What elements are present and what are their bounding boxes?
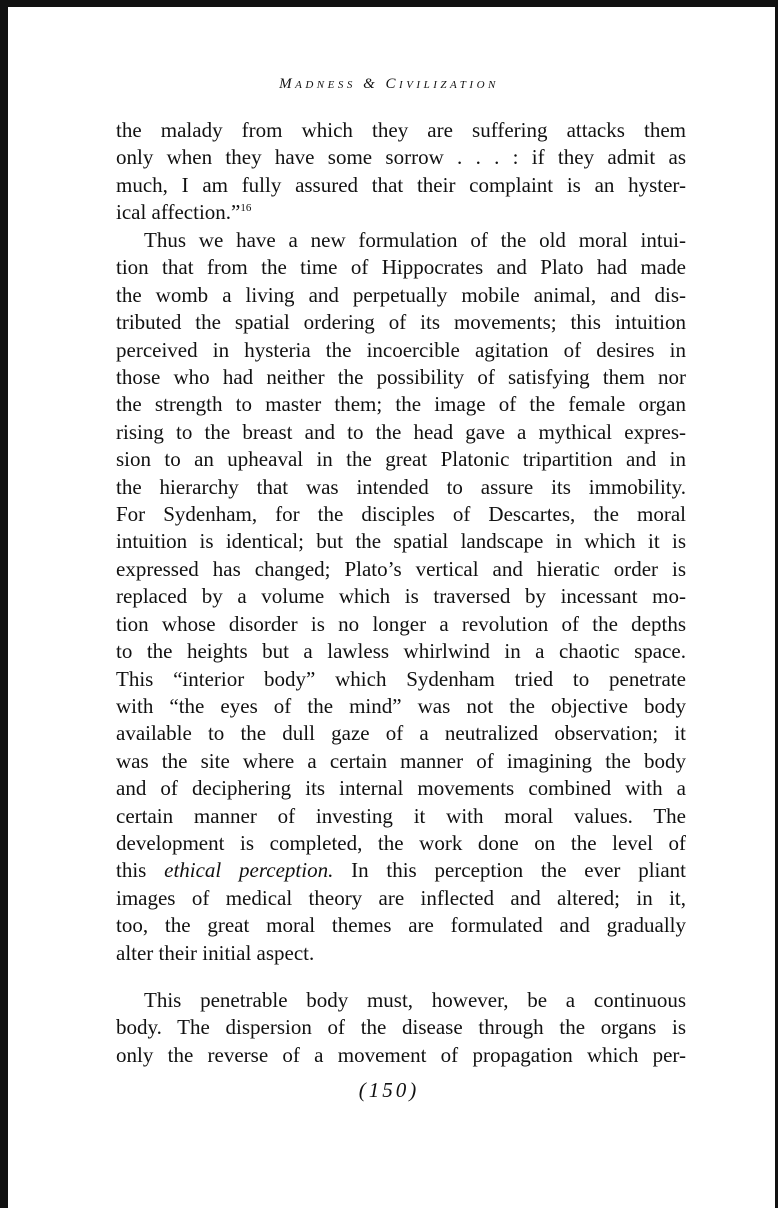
text-line: sion to an upheaval in the great Platonic tripartition and in <box>116 447 686 472</box>
page-number: (150) <box>358 1078 420 1102</box>
page-border-top <box>0 0 778 7</box>
text-line: rising to the breast and to the head gave a mythical expres- <box>116 419 686 444</box>
text-fragment: this <box>116 858 165 883</box>
paragraph-continued <box>116 117 686 227</box>
text-line: the malady from which they are suffering attacks them <box>116 118 686 142</box>
text-line: expressed has changed; Plato’s vertical and hieratic order is <box>116 556 686 581</box>
text-line: tributed the spatial ordering of its movements; this intuition <box>116 310 686 335</box>
text-line: too, the great moral themes are formulated and gradually <box>116 913 686 938</box>
text-line: alter their initial aspect. <box>116 940 315 965</box>
text-line: to the heights but a lawless whirlwind in a chaotic space. <box>116 639 686 664</box>
text-line: the strength to master them; the image of the female organ <box>116 392 686 417</box>
text-line: For Sydenham, for the disciples of Descartes, the moral <box>116 502 686 527</box>
text-line: This penetrable body must, however, be a continuous <box>144 988 686 1012</box>
emphasized-term: ethical perception. <box>164 858 334 883</box>
text-line <box>116 199 686 226</box>
text-line: development is completed, the work done on the level of <box>116 830 686 855</box>
text-line: tion that from the time of Hippocrates and Plato had made <box>116 255 686 280</box>
text-line: the hierarchy that was intended to assure its immobility. <box>116 474 686 499</box>
text-line: certain manner of investing it with moral values. The <box>116 803 686 828</box>
text-line: only the reverse of a movement of propagation which per- <box>116 1042 686 1067</box>
text-line: much, I am fully assured that their complaint is an hyster- <box>116 172 686 197</box>
footnote-reference: 16 <box>240 202 252 215</box>
text-line: body. The dispersion of the disease through the organs is <box>116 1015 686 1040</box>
text-line: the womb a living and perpetually mobile animal, and dis- <box>116 282 686 307</box>
paragraph-next <box>116 987 686 1069</box>
text-line: tion whose disorder is no longer a revolution of the depths <box>116 611 686 636</box>
text-line: was the site where a certain manner of imagining the body <box>116 748 686 773</box>
text-line: and of deciphering its internal movements combined with a <box>116 776 686 801</box>
text-fragment: In this perception the ever pliant <box>333 858 687 883</box>
text-line: those who had neither the possibility of satisfying them nor <box>116 365 686 390</box>
text-line: with “the eyes of the mind” was not the objective body <box>116 693 686 718</box>
text-line <box>116 857 686 884</box>
text-line: Thus we have a new formulation of the old moral intui- <box>144 228 686 252</box>
text-line: This “interior body” which Sydenham tried to penetrate <box>116 666 686 691</box>
running-header: Madness & Civilization <box>279 76 499 92</box>
text-line: images of medical theory are inflected and altered; in it, <box>116 885 686 910</box>
text-line: replaced by a volume which is traversed by incessant mo- <box>116 584 686 609</box>
paragraph-main <box>116 227 686 967</box>
text-line: perceived in hysteria the incoercible agitation of desires in <box>116 337 686 362</box>
text-line: available to the dull gaze of a neutralized observation; it <box>116 721 686 746</box>
text-line: intuition is identical; but the spatial landscape in which it is <box>116 529 686 554</box>
text-fragment: ical affection.” <box>116 200 241 225</box>
page-border-left <box>0 0 8 1208</box>
text-line: only when they have some sorrow . . . : if they admit as <box>116 145 686 170</box>
